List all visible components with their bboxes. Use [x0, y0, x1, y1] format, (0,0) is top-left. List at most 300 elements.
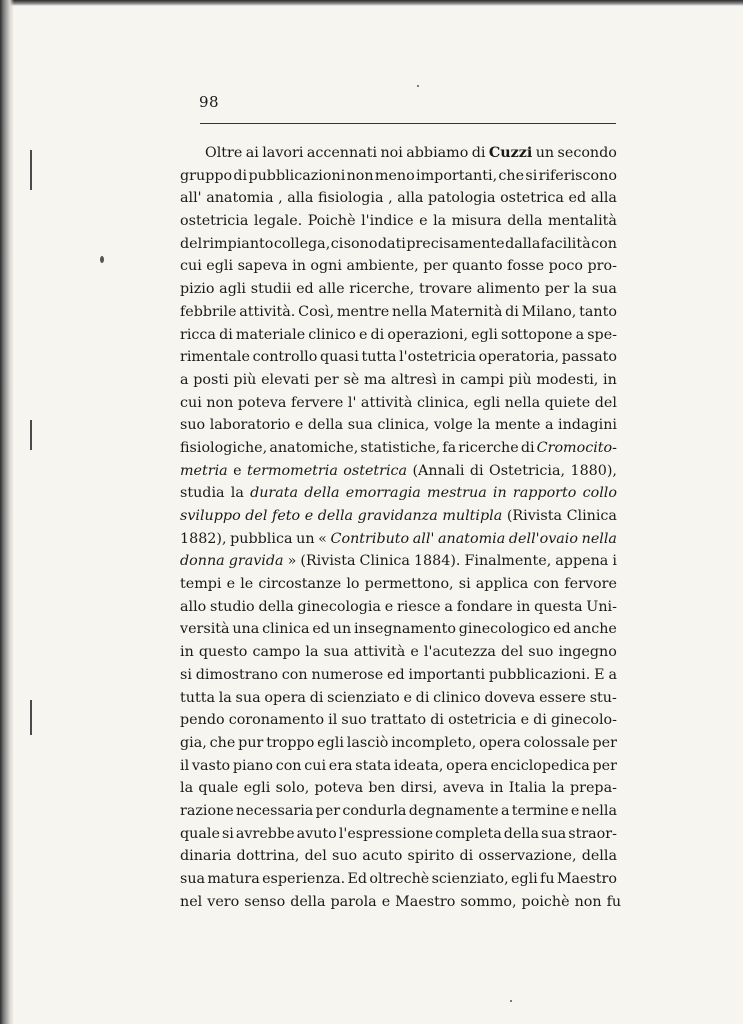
word: poichè	[521, 893, 570, 910]
word: a	[180, 371, 189, 388]
word: e	[381, 893, 391, 910]
word: le	[240, 576, 254, 593]
word: solo,	[275, 780, 310, 797]
word: e	[570, 802, 580, 819]
scan-binding-edge	[0, 0, 14, 1024]
word: mentalità	[548, 213, 617, 230]
word: avuto	[296, 825, 337, 842]
word: volge	[433, 417, 473, 434]
word: della	[307, 417, 344, 434]
body-paragraph	[180, 142, 622, 913]
word: quanto	[452, 258, 503, 275]
word: permettono,	[364, 576, 454, 593]
word: la	[305, 644, 319, 661]
word: la	[180, 780, 194, 797]
word: durata	[250, 485, 299, 502]
word: sono	[343, 235, 378, 252]
word: per	[544, 281, 570, 298]
word: sua	[235, 689, 261, 706]
word: pubblicazioni.	[488, 666, 591, 683]
word: Ed	[347, 871, 368, 887]
ink-speck	[510, 1000, 512, 1002]
word: trovare	[418, 281, 473, 298]
word: più	[233, 371, 257, 388]
word: in	[441, 371, 456, 388]
text-line	[180, 732, 617, 755]
word: »	[287, 553, 297, 570]
word: si	[458, 576, 471, 593]
word: l'espressione	[338, 825, 434, 842]
word: controllo	[252, 349, 318, 366]
word: incompleto,	[391, 734, 477, 751]
word: ,	[388, 190, 393, 207]
word: gravida	[228, 553, 284, 570]
word: ed	[553, 621, 571, 638]
word: lavori	[262, 145, 304, 161]
word: l'acutezza	[423, 644, 496, 661]
word: un	[535, 145, 555, 161]
word: doveva	[484, 689, 536, 706]
word: si	[180, 666, 192, 683]
word: di	[459, 848, 474, 865]
word: Maestro	[556, 871, 617, 887]
word: all'	[180, 190, 202, 207]
word: opera	[264, 689, 306, 706]
text-line	[180, 777, 617, 800]
word: versità	[180, 621, 230, 638]
word: numerose	[311, 666, 384, 683]
word: clinica,	[377, 417, 430, 434]
word: ed	[568, 190, 587, 207]
word: nel	[180, 893, 203, 910]
word: a	[444, 598, 453, 615]
word: nella	[504, 394, 541, 411]
word: Italia	[508, 780, 547, 797]
word: ideata,	[393, 757, 444, 774]
word: Maternità	[430, 303, 503, 320]
word: suo	[528, 644, 554, 661]
word: dinaria	[180, 848, 232, 865]
word: il	[328, 712, 338, 729]
word: trattato	[370, 712, 427, 729]
word: clinica	[262, 621, 310, 638]
word: ginecolo-	[550, 712, 617, 729]
word: mentre	[336, 303, 390, 320]
word: ricerche	[458, 439, 519, 456]
word: dati	[377, 235, 406, 252]
word: vero	[207, 893, 240, 910]
word: quiete	[544, 394, 591, 411]
word: ai	[245, 145, 259, 161]
word: posti	[193, 371, 229, 388]
text-line	[180, 800, 617, 823]
word: scienziato,	[431, 871, 509, 887]
word: egli	[510, 871, 538, 887]
word: di	[505, 303, 519, 320]
word: feto	[272, 508, 301, 524]
text-line	[180, 414, 617, 437]
word: cui	[304, 757, 327, 774]
binding-mark	[30, 150, 32, 190]
word: Così,	[298, 303, 335, 320]
word: della	[503, 825, 540, 842]
text-line	[180, 618, 617, 641]
word: abbiamo	[406, 145, 469, 161]
word: 1882),	[180, 530, 227, 547]
word: una	[232, 621, 260, 638]
word: dalla	[505, 235, 541, 252]
word: troppo	[266, 734, 315, 751]
text-line	[180, 482, 617, 505]
word: del	[180, 235, 203, 252]
word: poco	[548, 258, 584, 275]
word: per	[315, 802, 341, 819]
word: termometria	[246, 462, 338, 479]
word: e	[384, 598, 394, 615]
word: studii	[250, 281, 292, 298]
word: modesti,	[536, 371, 599, 388]
word: coronamento	[228, 712, 325, 729]
word: gruppo	[180, 167, 233, 184]
word: cui	[180, 258, 202, 275]
word: era	[328, 757, 353, 774]
text-line	[180, 346, 617, 369]
word: completa	[435, 825, 502, 842]
word: dottrina,	[236, 848, 300, 865]
word: il	[180, 757, 190, 774]
word: e	[304, 508, 314, 524]
word: per	[592, 757, 617, 774]
word: per	[314, 371, 339, 388]
word: tutta	[180, 689, 215, 706]
word: ricca	[180, 326, 216, 343]
word: essere	[539, 689, 586, 706]
word: egli	[471, 326, 498, 343]
word: ostetrica	[500, 190, 564, 207]
text-line	[180, 142, 617, 165]
text-line	[180, 709, 617, 732]
word: appena	[555, 553, 609, 570]
word: e	[226, 576, 236, 593]
word: l'ostetricia	[399, 349, 477, 366]
word: e	[410, 644, 419, 661]
word: fu	[606, 893, 622, 910]
word: noi	[380, 145, 403, 161]
word: e	[233, 462, 242, 479]
word: (Annali	[412, 462, 465, 479]
word: facilità	[540, 235, 591, 252]
word: legale.	[253, 213, 303, 230]
word: cui	[180, 394, 202, 411]
text-line	[180, 664, 617, 687]
word: elevati	[261, 371, 310, 388]
word: allo	[180, 598, 207, 615]
text-line	[180, 505, 617, 528]
word: condurla	[342, 802, 407, 819]
word: nella	[581, 802, 617, 819]
word: di	[471, 145, 486, 161]
word: di	[415, 689, 430, 706]
word: e	[419, 213, 428, 230]
word: fosse	[507, 258, 545, 275]
word: questo	[198, 644, 248, 661]
text-line	[180, 165, 617, 188]
text-line	[180, 868, 617, 891]
word: si	[525, 167, 538, 184]
text-line	[180, 255, 617, 278]
word: riesce	[396, 598, 441, 615]
word: ingegno	[558, 644, 617, 661]
word: i	[612, 553, 617, 570]
word: rapporto	[512, 485, 577, 502]
word: indagini	[558, 417, 617, 434]
word: gia,	[180, 734, 207, 751]
word: riferiscono	[538, 167, 617, 184]
word: alle	[318, 281, 345, 298]
word: avrebbe	[235, 825, 295, 842]
word: sottopone	[500, 326, 573, 343]
word: questa	[534, 598, 583, 615]
word: anatomia	[206, 190, 274, 207]
word: ostetricia	[180, 213, 249, 230]
word: laboratorio	[209, 417, 291, 434]
word: e	[294, 417, 304, 434]
text-line	[180, 233, 617, 256]
word: agli	[219, 281, 246, 298]
word: alimento	[476, 281, 541, 298]
text-line	[180, 687, 617, 710]
word: di	[233, 167, 248, 184]
word: della	[507, 213, 543, 230]
word: stu-	[589, 689, 617, 706]
text-line	[180, 845, 617, 868]
word: emorragia	[345, 485, 421, 502]
word: di	[430, 712, 444, 729]
word: non	[346, 167, 374, 184]
word: importanti	[408, 666, 486, 683]
word: in	[516, 598, 531, 615]
word: egli	[317, 734, 344, 751]
word: per	[423, 258, 448, 275]
word: studio	[210, 598, 255, 615]
word: 1880),	[570, 462, 617, 479]
word: Milano,	[521, 303, 577, 320]
word: poteva	[314, 780, 364, 797]
word: meno	[374, 167, 415, 184]
word: applica	[475, 576, 529, 593]
word: spirito	[407, 848, 455, 865]
word: tempi	[180, 576, 222, 593]
word: «	[318, 530, 327, 547]
word: sua	[591, 281, 617, 298]
word: ,	[278, 190, 283, 207]
word: con	[533, 576, 560, 593]
word: colossale	[523, 734, 590, 751]
word: pubblica	[230, 530, 293, 547]
word: nella	[581, 530, 617, 547]
word: si	[221, 825, 234, 842]
word: ginecologia	[297, 598, 381, 615]
word: della	[258, 598, 294, 615]
word: pubblicazioni	[248, 167, 346, 184]
word: la	[230, 485, 244, 502]
word: di	[533, 712, 547, 729]
word: la	[573, 281, 588, 298]
word: importanti,	[416, 167, 498, 184]
word: rimpianto	[202, 235, 274, 252]
word: (Rivista	[300, 553, 356, 570]
word: Clinica	[359, 553, 410, 570]
word: secondo	[557, 145, 617, 161]
word: quale	[198, 780, 239, 797]
word: egli	[206, 258, 234, 275]
word: razione	[180, 802, 234, 819]
word: esperienza.	[262, 871, 346, 887]
binding-mark	[30, 420, 32, 450]
word: sua	[347, 417, 373, 434]
word: alla	[397, 190, 424, 207]
word: donna	[180, 553, 225, 570]
word: ostetrica	[343, 462, 408, 479]
word: fisiologiche,	[180, 439, 268, 456]
word: della	[290, 893, 326, 910]
word: suo	[180, 417, 206, 434]
word: enciclopedica	[490, 757, 590, 774]
word: egli	[243, 780, 271, 797]
word: quale	[180, 825, 220, 842]
word: spe-	[587, 326, 617, 343]
word: anche	[573, 621, 617, 638]
word: clinica,	[416, 394, 469, 411]
word: ricerche,	[349, 281, 415, 298]
word: e	[358, 326, 368, 343]
text-line	[180, 369, 617, 392]
word: pizio	[180, 281, 215, 298]
word: Contributo	[330, 530, 410, 547]
word: ben	[368, 780, 396, 797]
word: (Rivista	[506, 508, 562, 524]
word: tutta	[361, 349, 397, 366]
word: l'indice	[361, 213, 414, 230]
word: precisamente	[406, 235, 505, 252]
word: a	[575, 326, 585, 343]
binding-mark	[30, 700, 32, 735]
word: dimostrano	[195, 666, 278, 683]
word: accennati	[306, 145, 378, 161]
word: più	[508, 371, 532, 388]
word: pro-	[587, 258, 617, 275]
word: oltrechè	[369, 871, 430, 887]
word: in	[292, 258, 306, 275]
word: attività.	[239, 303, 296, 320]
word: la	[433, 213, 447, 230]
word: fervore	[564, 576, 617, 593]
word: a	[608, 666, 617, 683]
word: del	[304, 848, 327, 865]
word: materiale	[235, 326, 306, 343]
word: campi	[460, 371, 504, 388]
word: Oltre	[205, 145, 243, 161]
word: ci	[330, 235, 344, 252]
text-line	[180, 301, 617, 324]
word: E	[594, 666, 605, 683]
word: che	[498, 167, 525, 184]
word: studia	[180, 485, 225, 502]
word: della	[581, 848, 617, 865]
word: patologia	[428, 190, 496, 207]
word: alla	[590, 190, 617, 207]
text-line	[180, 550, 617, 573]
word: con	[275, 757, 302, 774]
word: acuto	[362, 848, 403, 865]
word: attività	[360, 394, 413, 411]
word: in	[492, 485, 507, 502]
text-line	[180, 755, 617, 778]
word: la	[477, 417, 491, 434]
word: del	[594, 394, 617, 411]
word: poteva	[237, 394, 287, 411]
text-line	[180, 596, 617, 619]
text-line	[180, 573, 617, 596]
word: in	[180, 644, 194, 661]
word: lasciò	[346, 734, 389, 751]
word: fa	[442, 439, 457, 456]
word: in	[489, 780, 504, 797]
text-line	[180, 437, 617, 460]
word: la	[218, 689, 232, 706]
word: ed	[312, 621, 330, 638]
word: Poichè	[307, 213, 356, 230]
word: necessaria	[236, 802, 314, 819]
text-line	[180, 528, 617, 551]
word: Cromocito-	[536, 439, 617, 456]
text-line	[180, 324, 617, 347]
word: di	[469, 462, 484, 479]
word: ma	[363, 371, 387, 388]
word: fondare	[456, 598, 513, 615]
word: sua	[541, 825, 567, 842]
word: mente	[494, 417, 541, 434]
word: ambiente,	[346, 258, 419, 275]
word: dirsi,	[400, 780, 438, 797]
word: quasi	[320, 349, 359, 366]
word: di	[219, 326, 233, 343]
page-number: 98	[199, 93, 220, 111]
word: Uni-	[586, 598, 617, 615]
word: l'	[347, 394, 357, 411]
word: clinico	[308, 326, 356, 343]
word: dell'ovaio	[508, 530, 578, 547]
word: fisiologia	[318, 190, 384, 207]
text-line	[180, 823, 617, 846]
word: piano	[232, 757, 273, 774]
word: pendo	[180, 712, 225, 729]
word: gravidanza	[357, 508, 438, 524]
word: passato	[561, 349, 617, 366]
word: ginecologico	[458, 621, 551, 638]
word: stata	[355, 757, 392, 774]
word: termine	[511, 802, 569, 819]
word: multipla	[442, 508, 503, 524]
word: che	[209, 734, 236, 751]
word: un	[296, 530, 315, 547]
word: in	[603, 371, 617, 388]
word: di	[520, 439, 535, 456]
word: tanto	[579, 303, 617, 320]
word: campo	[252, 644, 301, 661]
text-line	[180, 460, 617, 483]
word: a	[544, 417, 554, 434]
